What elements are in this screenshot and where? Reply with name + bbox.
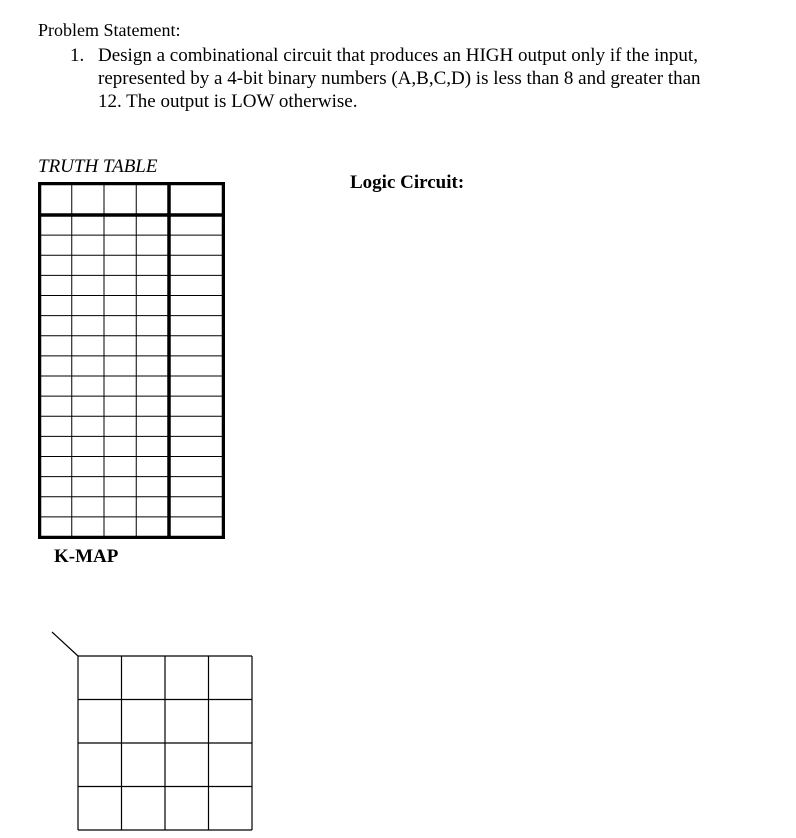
truth-table-title: TRUTH TABLE bbox=[38, 156, 158, 177]
truth-table-grid bbox=[38, 182, 225, 539]
problem-heading: Problem Statement: bbox=[38, 20, 181, 40]
problem-line-2: represented by a 4-bit binary numbers (A,B,C,D) is less than 8 and greater than bbox=[98, 68, 701, 89]
kmap-grid bbox=[50, 630, 256, 834]
kmap-diagonal-corner-line bbox=[52, 632, 78, 656]
problem-item-number: 1. bbox=[70, 45, 85, 66]
problem-line-3: 12. The output is LOW otherwise. bbox=[98, 91, 358, 112]
problem-line-1: Design a combinational circuit that produces an HIGH output only if the input, bbox=[98, 45, 698, 66]
kmap-title: K-MAP bbox=[54, 546, 119, 567]
logic-circuit-title: Logic Circuit: bbox=[350, 172, 465, 193]
